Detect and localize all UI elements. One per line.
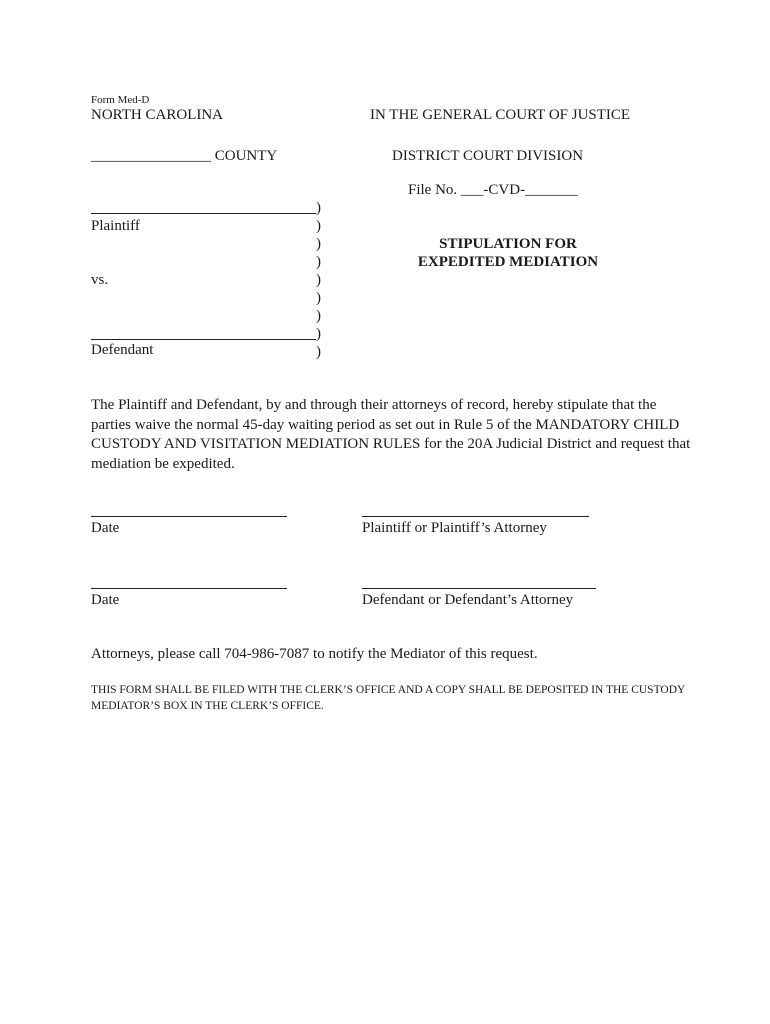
paren: )	[316, 308, 321, 324]
form-id: Form Med-D	[91, 94, 150, 106]
filing-notice: THIS FORM SHALL BE FILED WITH THE CLERK’S OFFICE AND A COPY SHALL BE DEPOSITED IN THE CUSTODY MEDIATOR’S BOX IN THE CLERK’S OFFICE.	[91, 684, 685, 712]
defendant-label: Defendant	[91, 342, 154, 358]
paren: )	[316, 218, 321, 234]
plaintiff-name-line	[91, 213, 316, 214]
plaintiff-signature-line	[362, 516, 589, 517]
document-title	[370, 235, 646, 271]
call-notice: Attorneys, please call 704-986-7087 to notify the Mediator of this request.	[91, 646, 538, 662]
paren: )	[316, 326, 321, 342]
defendant-attorney-label: Defendant or Defendant’s Attorney	[362, 592, 574, 608]
county-field: ________________ COUNTY	[91, 148, 278, 164]
paren: )	[316, 290, 321, 306]
defendant-name-line	[91, 339, 316, 340]
file-number: File No. ___-CVD-_______	[408, 182, 578, 198]
versus-label: vs.	[91, 272, 109, 288]
paren: )	[316, 344, 321, 360]
court-division: DISTRICT COURT DIVISION	[392, 148, 584, 164]
plaintiff-attorney-label: Plaintiff or Plaintiff’s Attorney	[362, 520, 547, 536]
date-label: Date	[91, 520, 120, 536]
state-name: NORTH CAROLINA	[91, 107, 224, 123]
court-name: IN THE GENERAL COURT OF JUSTICE	[370, 107, 631, 123]
defendant-signature-line	[362, 588, 596, 589]
paren: )	[316, 236, 321, 252]
plaintiff-label: Plaintiff	[91, 218, 140, 234]
paren: )	[316, 272, 321, 288]
date-label: Date	[91, 592, 120, 608]
date-signature-line	[91, 516, 287, 517]
stipulation-paragraph: The Plaintiff and Defendant, by and through their attorneys of record, hereby stipulate that the parties waive the normal 45-day waiting period as set out in Rule 5 of the MANDATORY CHILD CUSTODY AND VISITATION MEDIATION RULES for the 20A Judicial District and request that mediation be expedited.	[91, 397, 691, 472]
title-line-2: EXPEDITED MEDIATION	[417, 254, 599, 270]
paren: )	[316, 200, 321, 216]
date-signature-line	[91, 588, 287, 589]
title-line-1: STIPULATION FOR	[439, 236, 577, 252]
paren: )	[316, 254, 321, 270]
